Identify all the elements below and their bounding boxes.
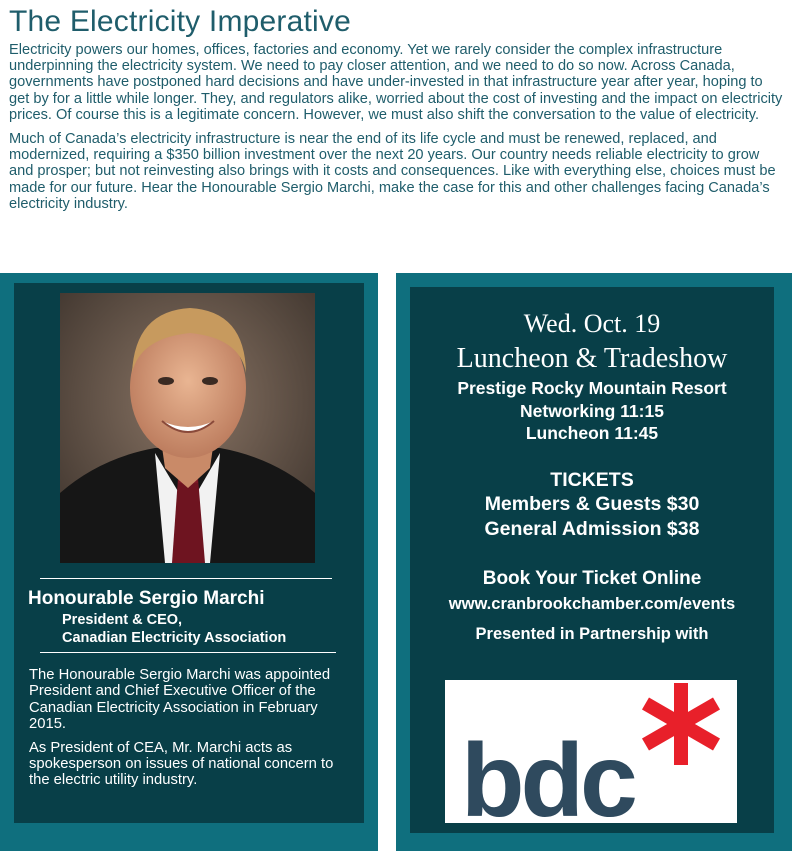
divider-bottom — [40, 652, 336, 653]
speaker-role — [62, 612, 286, 647]
speaker-title: President & CEO, — [62, 612, 183, 628]
members-price: Members & Guests $30 — [484, 493, 700, 515]
event-date: Wed. Oct. 19 — [523, 309, 661, 338]
bio-paragraph-1: The Honourable Sergio Marchi was appointed President and Chief Executive Officer of the Canadian Electricity Association in February 2015. — [29, 667, 331, 733]
speaker-organization: Canadian Electricity Association — [62, 629, 287, 646]
bdc-logo — [445, 680, 737, 823]
speaker-name: Honourable Sergio Marchi — [28, 588, 265, 609]
event-venue: Prestige Rocky Mountain Resort — [457, 378, 727, 398]
speaker-portrait-illustration — [60, 293, 315, 563]
tickets-heading: TICKETS — [550, 469, 634, 491]
maple-asterisk-icon — [642, 683, 720, 765]
partner-text: Presented in Partnership with — [475, 625, 709, 643]
intro-paragraph-1: Electricity powers our homes, offices, factories and economy. Yet we rarely consider the complex infrastructure underpinning the electricity system. We need to pay closer attention, and we need to do so now. Across Canada, governments have postponed hard decisions and have under-invested in that infrastructure year after year, hoping to get by for a little while longer. They, and regulators alike, worried about the cost of investing and the impact on electricity prices. Of course this is a legitimate concern. However, we must also shift the conversation to the value of electricity. — [9, 42, 783, 123]
bio-paragraph-2: As President of CEA, Mr. Marchi acts as spokesperson on issues of national concern to the electric utility industry. — [29, 739, 334, 789]
intro-text — [9, 42, 784, 220]
divider-top — [40, 578, 332, 579]
intro-paragraph-2: Much of Canada’s electricity infrastructure is near the end of its life cycle and must be renewed, replaced, and modernized, requiring a $350 billion investment over the next 20 years. Our country needs reliable electricity to grow and prosper; but not reinvesting also brings with it costs and consequences. Like with everything else, choices must be made for our future. Hear the Honourable Sergio Marchi, make the case for this and other challenges facing Canada’s electricity industry. — [9, 131, 776, 212]
luncheon-time: Luncheon 11:45 — [525, 423, 659, 443]
page-title: The Electricity Imperative — [9, 5, 351, 38]
sponsor-logo — [445, 680, 737, 823]
book-ticket-cta: Book Your Ticket Online — [482, 568, 702, 589]
event-url-link[interactable]: www.cranbrookchamber.com/events — [448, 595, 736, 613]
bdc-logo-text: bdc — [461, 723, 634, 823]
general-price: General Admission $38 — [484, 518, 700, 540]
speaker-photo — [60, 293, 315, 563]
speaker-bio — [29, 667, 349, 796]
event-title: Luncheon & Tradeshow — [456, 343, 728, 374]
networking-time: Networking 11:15 — [520, 401, 664, 421]
